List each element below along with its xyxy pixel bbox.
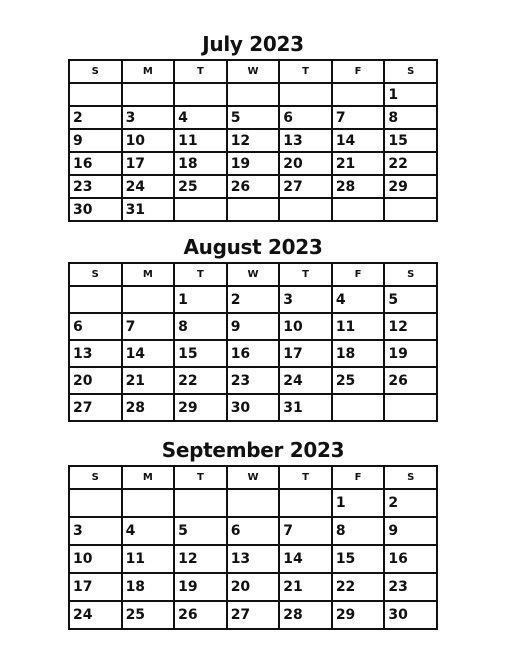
day-cell: 4 <box>332 286 385 313</box>
day-cell: 4 <box>122 517 175 545</box>
day-cell: 12 <box>227 129 280 152</box>
day-cell: 6 <box>69 313 122 340</box>
day-cell: 1 <box>384 83 437 106</box>
day-cell: 14 <box>279 545 332 573</box>
empty-day-cell <box>227 489 280 517</box>
day-cell: 22 <box>174 367 227 394</box>
day-cell: 4 <box>174 106 227 129</box>
empty-day-cell <box>174 198 227 221</box>
day-cell: 5 <box>174 517 227 545</box>
empty-day-cell <box>122 489 175 517</box>
day-cell: 26 <box>384 367 437 394</box>
week-row <box>69 489 437 517</box>
weekday-sun: S <box>69 466 122 489</box>
day-cell: 23 <box>227 367 280 394</box>
day-cell: 7 <box>279 517 332 545</box>
empty-day-cell <box>227 198 280 221</box>
day-cell: 13 <box>279 129 332 152</box>
day-cell: 23 <box>69 175 122 198</box>
week-row <box>69 175 437 198</box>
day-cell: 19 <box>174 573 227 601</box>
weekday-fri: F <box>332 60 385 83</box>
empty-day-cell <box>384 394 437 421</box>
day-cell: 31 <box>279 394 332 421</box>
week-row <box>69 545 437 573</box>
day-cell: 17 <box>122 152 175 175</box>
day-cell: 28 <box>332 175 385 198</box>
day-cell: 28 <box>279 601 332 629</box>
day-cell: 8 <box>174 313 227 340</box>
day-cell: 11 <box>332 313 385 340</box>
weekday-thu: T <box>279 466 332 489</box>
day-cell: 23 <box>384 573 437 601</box>
day-cell: 21 <box>332 152 385 175</box>
empty-day-cell <box>332 198 385 221</box>
day-cell: 5 <box>227 106 280 129</box>
week-row <box>69 198 437 221</box>
day-cell: 26 <box>227 175 280 198</box>
weekday-header-row <box>69 263 437 286</box>
empty-day-cell <box>69 489 122 517</box>
weekday-sun: S <box>69 263 122 286</box>
weekday-sat: S <box>384 263 437 286</box>
day-cell: 19 <box>384 340 437 367</box>
day-cell: 7 <box>122 313 175 340</box>
day-cell: 16 <box>384 545 437 573</box>
day-cell: 27 <box>279 175 332 198</box>
empty-day-cell <box>332 83 385 106</box>
day-cell: 6 <box>279 106 332 129</box>
day-cell: 3 <box>69 517 122 545</box>
day-cell: 21 <box>279 573 332 601</box>
week-row <box>69 106 437 129</box>
day-cell: 16 <box>227 340 280 367</box>
week-row <box>69 367 437 394</box>
weekday-tue: T <box>174 466 227 489</box>
day-cell: 16 <box>69 152 122 175</box>
day-cell: 3 <box>122 106 175 129</box>
month-title: September 2023 <box>161 438 345 462</box>
empty-day-cell <box>384 198 437 221</box>
day-cell: 8 <box>384 106 437 129</box>
day-cell: 29 <box>384 175 437 198</box>
weekday-wed: W <box>227 60 280 83</box>
empty-day-cell <box>332 394 385 421</box>
day-cell: 20 <box>227 573 280 601</box>
day-cell: 9 <box>227 313 280 340</box>
day-cell: 25 <box>122 601 175 629</box>
empty-day-cell <box>69 286 122 313</box>
day-cell: 17 <box>279 340 332 367</box>
weekday-tue: T <box>174 263 227 286</box>
day-cell: 29 <box>332 601 385 629</box>
week-row <box>69 129 437 152</box>
day-cell: 11 <box>122 545 175 573</box>
day-cell: 8 <box>332 517 385 545</box>
day-cell: 18 <box>174 152 227 175</box>
weekday-mon: M <box>122 263 175 286</box>
weekday-fri: F <box>332 466 385 489</box>
day-cell: 15 <box>174 340 227 367</box>
week-row <box>69 286 437 313</box>
week-row <box>69 152 437 175</box>
day-cell: 26 <box>174 601 227 629</box>
month-grid <box>68 465 438 630</box>
day-cell: 25 <box>332 367 385 394</box>
day-cell: 20 <box>279 152 332 175</box>
week-row <box>69 573 437 601</box>
week-row <box>69 601 437 629</box>
day-cell: 17 <box>69 573 122 601</box>
weekday-header-row <box>69 60 437 83</box>
day-cell: 6 <box>227 517 280 545</box>
empty-day-cell <box>279 489 332 517</box>
day-cell: 13 <box>227 545 280 573</box>
day-cell: 3 <box>279 286 332 313</box>
week-rows <box>69 83 437 221</box>
day-cell: 30 <box>227 394 280 421</box>
day-cell: 22 <box>384 152 437 175</box>
day-cell: 15 <box>332 545 385 573</box>
weekday-header-row <box>69 466 437 489</box>
day-cell: 11 <box>174 129 227 152</box>
day-cell: 24 <box>122 175 175 198</box>
weekday-wed: W <box>227 263 280 286</box>
day-cell: 24 <box>279 367 332 394</box>
day-cell: 22 <box>332 573 385 601</box>
day-cell: 31 <box>122 198 175 221</box>
day-cell: 14 <box>332 129 385 152</box>
weekday-mon: M <box>122 60 175 83</box>
day-cell: 25 <box>174 175 227 198</box>
day-cell: 12 <box>384 313 437 340</box>
week-row <box>69 394 437 421</box>
day-cell: 5 <box>384 286 437 313</box>
month-grid <box>68 59 438 222</box>
month-grid <box>68 262 438 422</box>
day-cell: 9 <box>69 129 122 152</box>
week-rows <box>69 489 437 629</box>
weekday-thu: T <box>279 60 332 83</box>
day-cell: 12 <box>174 545 227 573</box>
day-cell: 28 <box>122 394 175 421</box>
day-cell: 2 <box>227 286 280 313</box>
empty-day-cell <box>227 83 280 106</box>
day-cell: 14 <box>122 340 175 367</box>
week-rows <box>69 286 437 421</box>
empty-day-cell <box>174 489 227 517</box>
month-title: August 2023 <box>183 235 323 259</box>
empty-day-cell <box>279 83 332 106</box>
empty-day-cell <box>279 198 332 221</box>
day-cell: 10 <box>279 313 332 340</box>
day-cell: 9 <box>384 517 437 545</box>
day-cell: 27 <box>227 601 280 629</box>
day-cell: 24 <box>69 601 122 629</box>
day-cell: 15 <box>384 129 437 152</box>
weekday-fri: F <box>332 263 385 286</box>
week-row <box>69 83 437 106</box>
weekday-sun: S <box>69 60 122 83</box>
day-cell: 18 <box>332 340 385 367</box>
day-cell: 18 <box>122 573 175 601</box>
weekday-tue: T <box>174 60 227 83</box>
weekday-mon: M <box>122 466 175 489</box>
day-cell: 29 <box>174 394 227 421</box>
week-row <box>69 340 437 367</box>
day-cell: 1 <box>174 286 227 313</box>
empty-day-cell <box>69 83 122 106</box>
month-title: July 2023 <box>202 32 304 56</box>
weekday-sat: S <box>384 60 437 83</box>
empty-day-cell <box>122 286 175 313</box>
weekday-sat: S <box>384 466 437 489</box>
weekday-thu: T <box>279 263 332 286</box>
day-cell: 1 <box>332 489 385 517</box>
day-cell: 10 <box>69 545 122 573</box>
day-cell: 21 <box>122 367 175 394</box>
day-cell: 30 <box>384 601 437 629</box>
empty-day-cell <box>174 83 227 106</box>
day-cell: 20 <box>69 367 122 394</box>
week-row <box>69 313 437 340</box>
day-cell: 30 <box>69 198 122 221</box>
day-cell: 10 <box>122 129 175 152</box>
day-cell: 19 <box>227 152 280 175</box>
week-row <box>69 517 437 545</box>
day-cell: 27 <box>69 394 122 421</box>
day-cell: 13 <box>69 340 122 367</box>
day-cell: 2 <box>384 489 437 517</box>
day-cell: 2 <box>69 106 122 129</box>
weekday-wed: W <box>227 466 280 489</box>
day-cell: 7 <box>332 106 385 129</box>
empty-day-cell <box>122 83 175 106</box>
